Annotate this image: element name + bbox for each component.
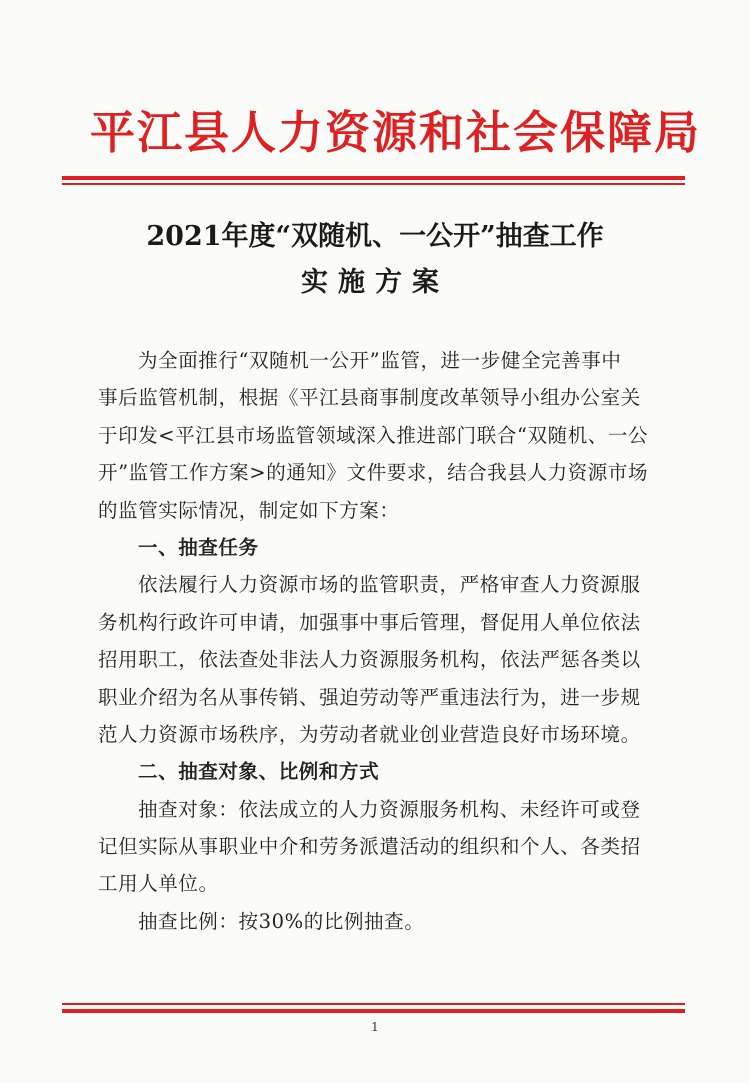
paragraph-line: 范人力资源市场秩序，为劳动者就业创业营造良好市场环境。 bbox=[98, 722, 641, 746]
paragraph-line: 于印发<平江县市场监管领域深入推进部门联合“双随机、一公 bbox=[98, 423, 649, 447]
paragraph-line: 为全面推行“双随机一公开”监管，进一步健全完善事中 bbox=[138, 349, 622, 372]
paragraph-line: 抽查对象：依法成立的人力资源服务机构、未经许可或登 bbox=[138, 797, 641, 821]
document-title-line1: 2021年度“双随机、一公开”抽查工作 bbox=[146, 221, 604, 252]
document-title-line2: 实施方案 bbox=[301, 267, 449, 298]
section-heading: 一、抽查任务 bbox=[138, 535, 259, 559]
paragraph-line: 依法履行人力资源市场的监管职责，严格审查人力资源服 bbox=[138, 573, 641, 597]
paragraph-line: 记但实际从事职业中介和劳务派遣活动的组织和个人、各类招 bbox=[98, 835, 641, 859]
footer-rule-thick bbox=[62, 1009, 685, 1013]
paragraph-line: 务机构行政许可申请，加强事中事后管理，督促用人单位依法 bbox=[98, 610, 641, 634]
paragraph-line: 的监管实际情况，制定如下方案： bbox=[98, 498, 400, 522]
section-heading: 二、抽查对象、比例和方式 bbox=[138, 760, 380, 784]
header-rule-thick bbox=[62, 176, 685, 180]
paragraph-line: 招用职工，依法查处非法人力资源服务机构，依法严惩各类以 bbox=[98, 648, 641, 672]
header-rule-thin bbox=[62, 183, 685, 185]
page-number: 1 bbox=[371, 1020, 379, 1034]
paragraph-line: 职业介绍为名从事传销、强迫劳动等严重违法行为，进一步规 bbox=[98, 685, 641, 709]
paragraph-line: 开”监管工作方案>的通知》文件要求，结合我县人力资源市场 bbox=[98, 461, 649, 485]
paragraph-line: 事后监管机制，根据《平江县商事制度改革领导小组办公室关 bbox=[98, 386, 641, 410]
document-body bbox=[98, 342, 668, 940]
footer-rule-thin bbox=[62, 1003, 685, 1005]
agency-header: 平江县人力资源和社会保障局 bbox=[90, 106, 702, 159]
paragraph-line: 工用人单位。 bbox=[98, 872, 219, 896]
paragraph-line: 抽查比例：按30%的比例抽查。 bbox=[138, 909, 425, 933]
